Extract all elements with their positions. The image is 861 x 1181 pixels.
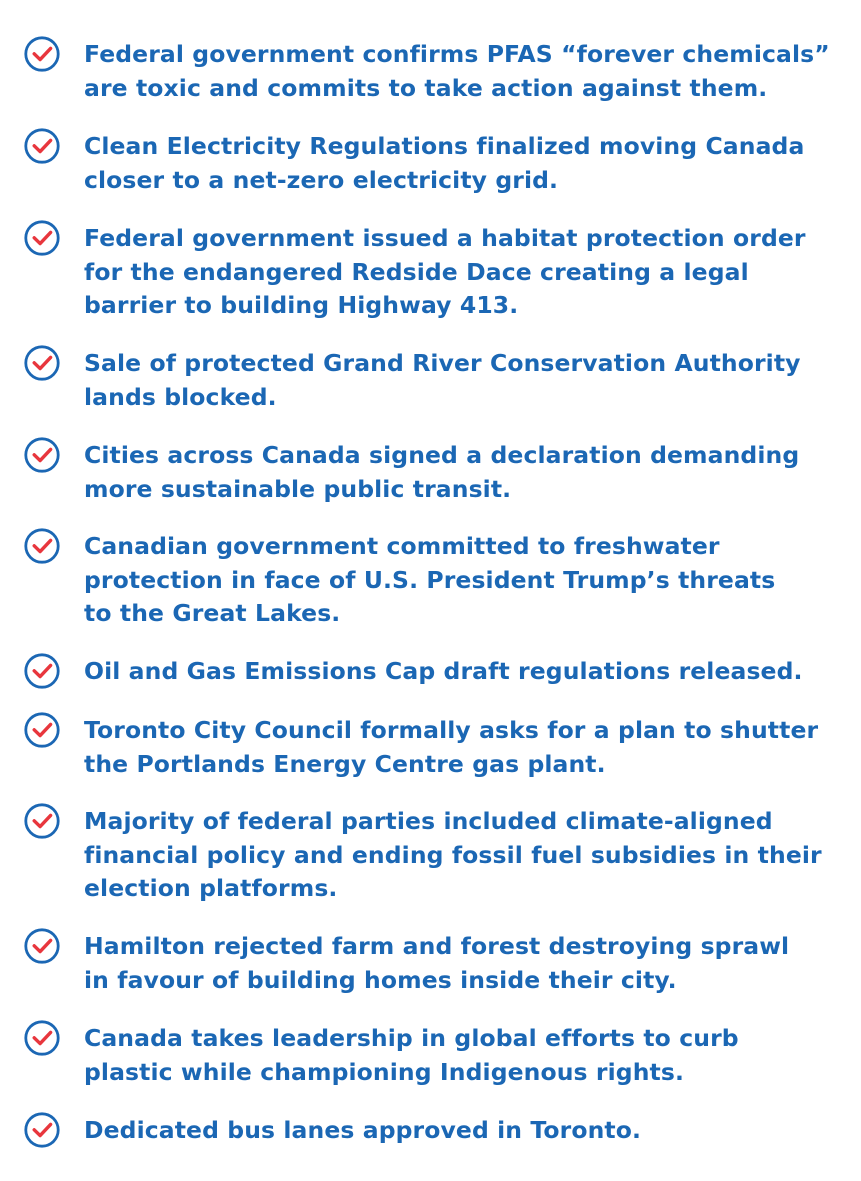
item-line: Cities across Canada signed a declaration demanding [84,441,800,469]
item-line: for the endangered Redside Dace creating a legal [84,257,749,286]
item-text [84,805,854,906]
item-line: plastic while championing Indigenous rights. [84,1057,684,1086]
item-line: Canadian government committed to freshwater [84,532,720,560]
item-text [84,130,854,197]
item-text [84,930,854,997]
item-line: Federal government confirms PFAS “forever chemicals” [84,40,830,68]
item-line: Federal government issued a habitat protection order [84,224,806,252]
item-text [84,439,854,506]
item-line: Oil and Gas Emissions Cap draft regulations released. [84,657,803,685]
check-circle-icon [23,127,61,165]
check-circle-icon [23,1111,61,1149]
item-line: more sustainable public transit. [84,474,512,503]
check-circle-icon [23,711,61,749]
item-line: Majority of federal parties included climate-aligned [84,807,773,835]
check-circle-icon [23,1019,61,1057]
item-line: lands blocked. [84,382,277,411]
item-line: Sale of protected Grand River Conservation Authority [84,349,801,377]
check-circle-icon [23,652,61,690]
item-line: are toxic and commits to take action against them. [84,73,768,102]
item-text [84,714,854,781]
item-line: Canada takes leadership in global efforts to curb [84,1024,739,1052]
item-text [84,347,854,414]
item-line: barrier to building Highway 413. [84,291,519,319]
item-line: election platforms. [84,874,338,902]
item-text [84,1022,854,1089]
check-circle-icon [23,927,61,965]
check-circle-icon [23,344,61,382]
item-line: protection in face of U.S. President Trump’s threats [84,565,776,594]
item-text [84,1114,854,1148]
item-line: closer to a net-zero electricity grid. [84,165,559,194]
check-circle-icon [23,527,61,565]
item-text [84,222,854,323]
check-circle-icon [23,802,61,840]
item-line: in favour of building homes inside their city. [84,965,677,994]
check-circle-icon [23,35,61,73]
item-line: Toronto City Council formally asks for a plan to shutter [84,716,819,744]
item-text [84,38,854,105]
check-circle-icon [23,219,61,257]
check-circle-icon [23,436,61,474]
item-line: to the Great Lakes. [84,599,341,627]
item-text [84,530,854,631]
item-line: Hamilton rejected farm and forest destroying sprawl [84,932,790,960]
item-line: the Portlands Energy Centre gas plant. [84,749,606,778]
item-line: Clean Electricity Regulations finalized moving Canada [84,132,805,160]
item-line: Dedicated bus lanes approved in Toronto. [84,1116,642,1144]
item-line: financial policy and ending fossil fuel subsidies in their [84,840,822,869]
item-text [84,655,854,689]
